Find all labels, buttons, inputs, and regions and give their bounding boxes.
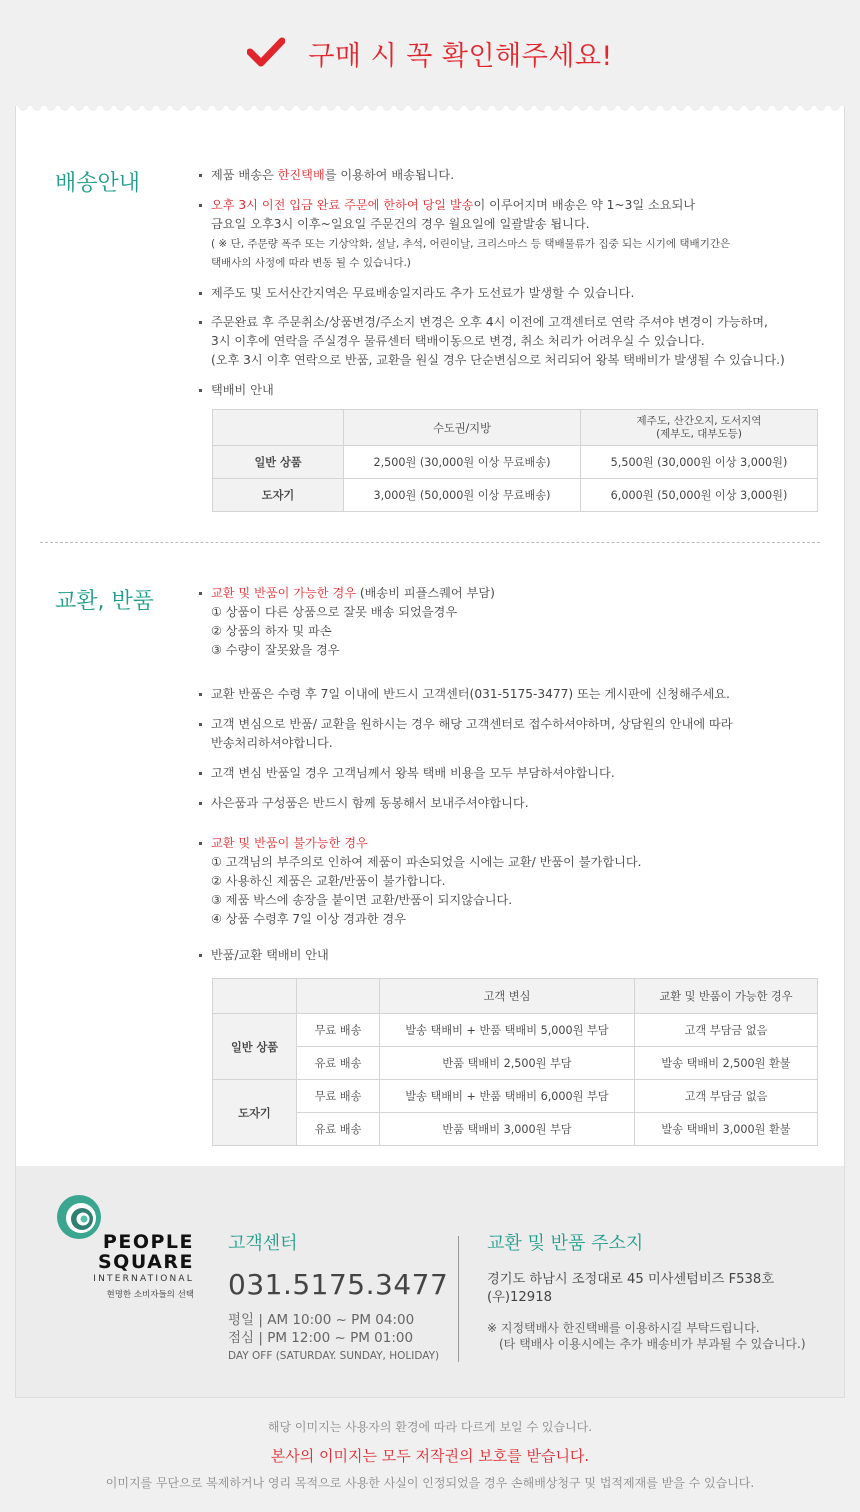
shipping-fee-table xyxy=(212,409,818,512)
shipping-section-title: 배송안내 xyxy=(55,171,141,196)
table-row: 유료 배송 반품 택배비 2,500원 부담 발송 택배비 2,500원 환불 xyxy=(213,1047,818,1080)
footer-divider xyxy=(458,1236,459,1362)
returns-list xyxy=(199,834,829,929)
return-address-note: ※ 지정택배사 한진택배를 이용하시길 부탁드립니다. (타 택배사 이용시에는 추가 배송비가 부과될 수 있습니다.) xyxy=(487,1321,806,1351)
customer-center xyxy=(228,1229,448,1362)
returns-item-change-mind: 고객 변심으로 반품/ 교환을 원하시는 경우 해당 고객센터로 접수하셔야하며, 상담원의 안내에 따라 반송처리하셔야합니다. xyxy=(199,715,829,753)
shipping-item-jeju: 제주도 및 도서산간지역은 무료배송일지라도 추가 도선료가 발생할 수 있습니다. xyxy=(199,284,829,303)
return-address-text: 경기도 하남시 조정대로 45 미사센텀비즈 F538호 (우)12918 xyxy=(487,1272,775,1305)
returns-fee-table xyxy=(212,978,818,1146)
table-header-empty xyxy=(213,410,344,446)
company-footer xyxy=(16,1166,844,1397)
returns-item-fee: 반품/교환 택배비 안내 xyxy=(199,946,829,965)
returns-list xyxy=(199,794,829,813)
table-row: 일반 상품 무료 배송 발송 택배비 + 반품 택배비 5,000원 부담 고객 부담금 없음 xyxy=(213,1014,818,1047)
table-header: 수도권/지방 xyxy=(344,410,581,446)
customer-center-hours: 평일 | AM 10:00 ~ PM 04:00 점심 | PM 12:00 ~ PM 01:00 xyxy=(228,1312,415,1346)
shipping-item-sameday: 오후 3시 이전 입금 완료 주문에 한하여 당일 발송이 이루어지며 배송은 약 1~3일 소요되나 금요일 오후3시 이후~일요일 주문건의 경우 월요일에 일괄발송 됩니다. ( ※ 단, 주문량 폭주 또는 기상악화, 설날, 추석, 어린이날, 크리스마스 등 택배물류가 집중 되는 시기에 택배기간은 택배사의 사정에 따라 변동 될 수 있습니다.) xyxy=(199,196,829,272)
company-logo: PEOPLE SQUARE INTERNATIONAL 현명한 소비자들의 선택 xyxy=(54,1194,194,1300)
table-header: 제주도, 산간오지, 도서지역 (제부도, 대부도등) xyxy=(581,410,818,446)
shipping-list xyxy=(199,284,829,303)
page-headline xyxy=(0,34,860,73)
shipping-list xyxy=(199,313,829,370)
return-address-title: 교환 및 반품 주소지 xyxy=(487,1233,644,1254)
customer-center-title: 고객센터 xyxy=(228,1233,298,1254)
info-card xyxy=(15,106,845,1398)
checkmark-icon xyxy=(247,37,285,71)
shipping-list xyxy=(199,166,829,185)
table-header: 고객 변심 xyxy=(380,979,635,1014)
page-title: 구매 시 꼭 확인해주세요! xyxy=(308,41,613,72)
return-address xyxy=(487,1229,832,1352)
customer-center-phone: 031.5175.3477 xyxy=(228,1268,449,1301)
table-header-empty xyxy=(297,979,380,1014)
copyright-notice: 해당 이미지는 사용자의 환경에 따라 다르게 보일 수 있습니다. 본사의 이미지는 모두 저작권의 보호를 받습니다. 이미지를 무단으로 복제하거나 영리 목적으로 사용한 사실이 인정되었을 경우 손해배상청구 및 법적제재를 받을 수 있습니다. xyxy=(105,1420,755,1490)
table-row: 일반 상품 2,500원 (30,000원 이상 무료배송) 5,500원 (30,000원 이상 3,000원) xyxy=(213,446,818,479)
table-header: 교환 및 반품이 가능한 경우 xyxy=(635,979,818,1014)
returns-list xyxy=(199,715,829,753)
shipping-list xyxy=(199,381,829,400)
returns-item-roundtrip: 고객 변심 반품일 경우 고객님께서 왕복 택배 비용을 모두 부담하셔야합니다. xyxy=(199,764,829,783)
returns-item-deadline: 교환 반품은 수령 후 7일 이내에 반드시 고객센터(031-5175-3477) 또는 게시판에 신청해주세요. xyxy=(199,685,829,704)
table-row: 도자기 3,000원 (50,000원 이상 무료배송) 6,000원 (50,000원 이상 3,000원) xyxy=(213,479,818,512)
returns-list xyxy=(199,584,829,660)
scalloped-edge xyxy=(16,106,844,118)
returns-list xyxy=(199,946,829,965)
returns-section-title: 교환, 반품 xyxy=(55,589,154,614)
returns-impossible: 교환 및 반품이 불가능한 경우 ① 고객님의 부주의로 인하여 제품이 파손되었을 시에는 교환/ 반품이 불가합니다. ② 사용하신 제품은 교환/반품이 불가합니다. ③ 제품 박스에 송장을 붙이면 교환/반품이 되지않습니다. ④ 상품 수령후 7일 이상 경과한 경우 xyxy=(199,834,829,929)
customer-center-dayoff: DAY OFF (SATURDAY. SUNDAY, HOLIDAY) xyxy=(228,1350,440,1362)
returns-list xyxy=(199,764,829,783)
table-row: 도자기 무료 배송 발송 택배비 + 반품 택배비 6,000원 부담 고객 부담금 없음 xyxy=(213,1080,818,1113)
section-divider xyxy=(40,542,820,543)
returns-list xyxy=(199,685,829,704)
shipping-list xyxy=(199,196,829,272)
returns-item-gifts: 사은품과 구성품은 반드시 함께 동봉해서 보내주셔야합니다. xyxy=(199,794,829,813)
shipping-item-fee: 택배비 안내 xyxy=(199,381,829,400)
shipping-item-change: 주문완료 후 주문취소/상품변경/주소지 변경은 오후 4시 이전에 고객센터로 연락 주셔야 변경이 가능하며, 3시 이후에 연락을 주실경우 물류센터 택배이동으로 변경, 취소 처리가 어려우실 수 있습니다. (오후 3시 이후 연락으로 반품, 교환을 원실 경우 단순변심으로 처리되어 왕복 택배비가 발생될 수 있습니다.) xyxy=(199,313,829,370)
returns-possible: 교환 및 반품이 가능한 경우 (배송비 피플스퀘어 부담) ① 상품이 다른 상품으로 잘못 배송 되었을경우 ② 상품의 하자 및 파손 ③ 수량이 잘못왔을 경우 xyxy=(199,584,829,660)
table-row: 유료 배송 반품 택배비 3,000원 부담 발송 택배비 3,000원 환불 xyxy=(213,1113,818,1146)
shipping-item-carrier: 제품 배송은 한진택배를 이용하여 배송됩니다. xyxy=(199,166,829,185)
table-header-empty xyxy=(213,979,297,1014)
